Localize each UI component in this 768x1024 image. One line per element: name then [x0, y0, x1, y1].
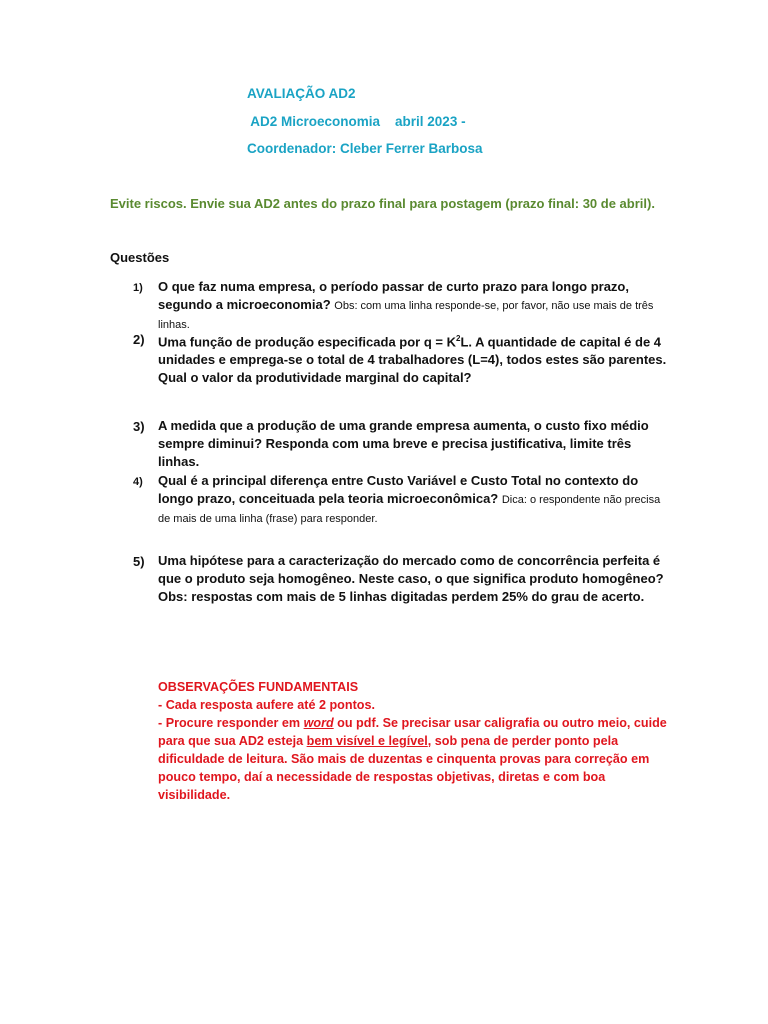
observations-title: OBSERVAÇÕES FUNDAMENTAIS [158, 680, 359, 694]
question-4-note: Dica: o respondente não precisa de mais de uma linha (frase) para responder. [158, 494, 661, 525]
observations-paragraph [158, 714, 668, 804]
question-5-number: 5) [133, 554, 145, 569]
observations-block [158, 678, 668, 804]
question-1 [158, 278, 668, 334]
observations-text-a: - Procure responder em [158, 716, 304, 730]
question-2-number: 2) [133, 332, 145, 347]
question-3-text: A medida que a produção de uma grande empresa aumenta, o custo fixo médio sempre diminui? Responda com uma breve e precisa justificativa, limite três linhas. [158, 418, 649, 469]
questions-heading: Questões [110, 250, 170, 265]
question-3 [158, 417, 668, 471]
question-2-text-b: L. A quantidade de capital é de 4 unidades e emprega-se o total de 4 trabalhadores (L=4), todos estes são parentes. Qual o valor da produtividade marginal do capital? [158, 334, 667, 386]
deadline-warning: Evite riscos. Envie sua AD2 antes do prazo final para postagem (prazo final: 30 de abril). [110, 196, 655, 211]
question-2-text-a: Uma função de produção especificada por q = K [158, 334, 456, 350]
question-1-number: 1) [133, 282, 143, 294]
question-1-text: O que faz numa empresa, o período passar de curto prazo para longo prazo, segundo a microeconomia? [158, 279, 629, 312]
observations-text-c: , sob pena de perder ponto pela dificuldade de leitura. São mais de duzentas e cinquenta provas para correção em pouco tempo, daí a necessidade de respostas objetivas, diretas e com boa visibilidade. [158, 734, 650, 802]
document-title: AVALIAÇÃO AD2 [247, 86, 356, 101]
question-2 [158, 330, 668, 387]
question-5-text: Uma hipótese para a caracterização do mercado como de concorrência perfeita é que o produto seja homogêneo. Neste caso, o que significa produto homogêneo? Obs: respostas com mais de 5 linhas digitadas perdem 25% do grau de acerto. [158, 553, 664, 604]
question-5 [158, 552, 668, 606]
question-4 [158, 472, 668, 528]
observations-line-1: - Cada resposta aufere até 2 pontos. [158, 698, 375, 712]
observations-word: word [303, 716, 334, 730]
question-2-superscript: 2 [455, 334, 461, 343]
question-1-note: Obs: com uma linha responde-se, por favor, não use mais de três linhas. [158, 300, 654, 331]
question-4-number: 4) [133, 476, 143, 488]
question-3-number: 3) [133, 419, 145, 434]
coordinator-line: Coordenador: Cleber Ferrer Barbosa [247, 141, 483, 156]
question-4-text: Qual é a principal diferença entre Custo Variável e Custo Total no contexto do longo prazo, conceituada pela teoria microeconômica? [158, 473, 639, 506]
observations-text-b: ou pdf. Se precisar usar caligrafia ou outro meio, cuide para que sua AD2 esteja [158, 716, 667, 748]
observations-underlined: bem visível e legível [306, 734, 428, 748]
course-subtitle: AD2 Microeconomia abril 2023 - [247, 114, 466, 129]
